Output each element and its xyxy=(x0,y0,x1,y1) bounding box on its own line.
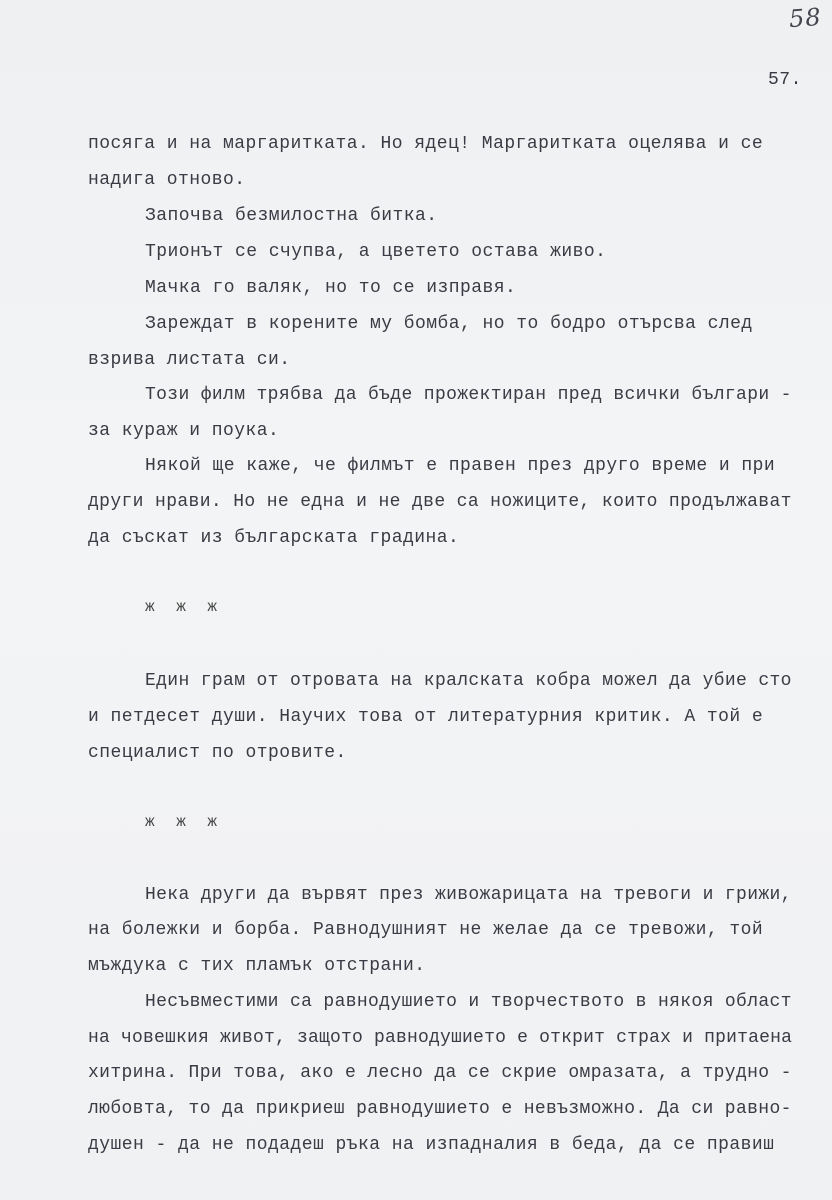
text-line: Трионът се счупва, а цветето остава живо. xyxy=(145,242,607,262)
text-line: Мачка го валяк, но то се изправя. xyxy=(145,278,517,298)
archive-number: 58 xyxy=(788,2,823,34)
text-line: Някой ще каже, че филмът е правен през друго време и при xyxy=(145,456,776,476)
text-line: Този филм трябва да бъде прожектиран пред всички българи - xyxy=(145,385,792,405)
text-line: Зареждат в корените му бомба, но то бодро отърсва след xyxy=(145,314,753,334)
text-line: да съскат из българската градина. xyxy=(88,528,460,548)
text-line: Един грам от отровата на кралската кобра можел да убие сто xyxy=(145,671,792,691)
text-line: любовта, то да прикриеш равнодушието е невъзможно. Да си равно- xyxy=(88,1099,792,1119)
section-separator: ж ж ж xyxy=(145,813,224,831)
text-line: взрива листата си. xyxy=(88,350,291,370)
text-line: хитрина. При това, ако е лесно да се скрие омразата, а трудно - xyxy=(88,1063,792,1083)
section-separator: ж ж ж xyxy=(145,598,224,616)
text-line: специалист по отровите. xyxy=(88,743,347,763)
text-line: други нрави. Но не една и не две са ножиците, които продължават xyxy=(88,492,792,512)
text-line: за кураж и поука. xyxy=(88,421,280,441)
text-line: душен - да не подадеш ръка на изпадналия в беда, да се правиш xyxy=(88,1135,775,1155)
text-line: на човешкия живот, защото равнодушието е открит страх и притаена xyxy=(88,1028,793,1048)
text-line: на болежки и борба. Равнодушният не желае да се тревожи, той xyxy=(88,920,764,940)
text-line: Нека други да вървят през живожарицата на тревоги и грижи, xyxy=(145,885,792,905)
text-line: мъждука с тих пламък отстрани. xyxy=(88,956,426,976)
text-line: и петдесет души. Научих това от литературния критик. А той е xyxy=(88,707,764,727)
text-line: посяга и на маргаритката. Но ядец! Маргаритката оцелява и се xyxy=(88,134,764,154)
page-number: 57. xyxy=(768,70,802,90)
text-line: надига отново. xyxy=(88,170,246,190)
text-line: Несъвместими са равнодушието и творчеството в някоя област xyxy=(145,992,792,1012)
text-line: Започва безмилостна битка. xyxy=(145,206,438,226)
